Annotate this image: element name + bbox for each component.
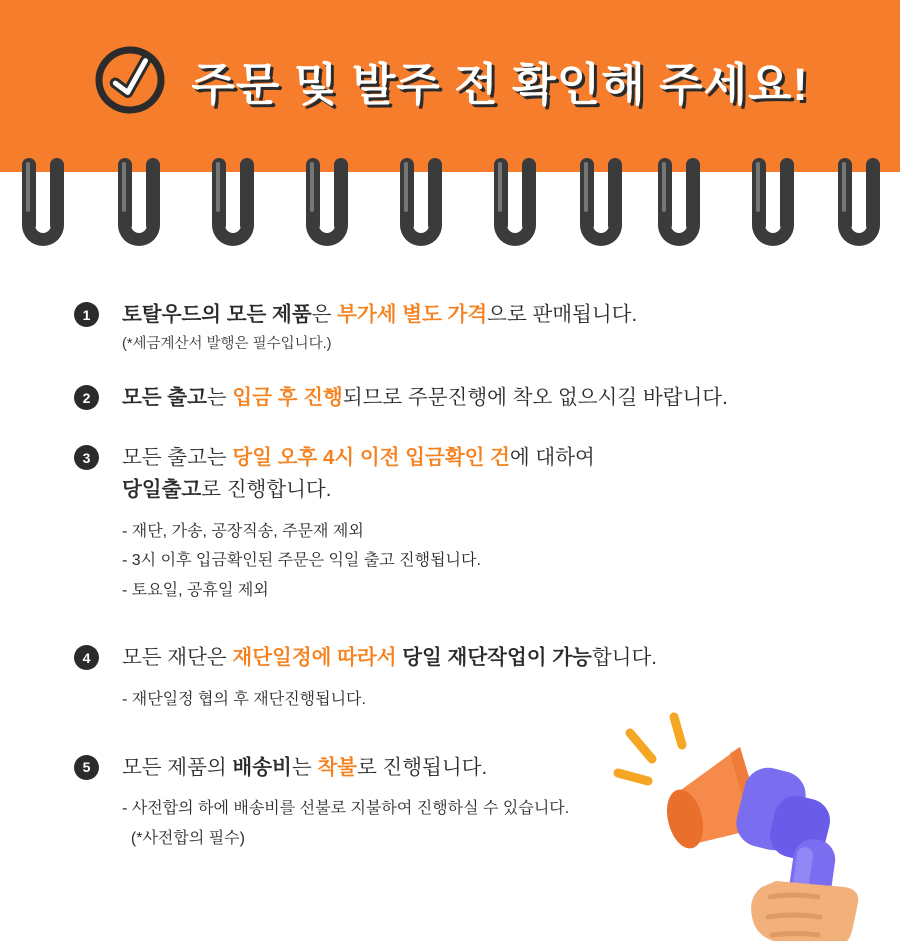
item-number-badge: 1 <box>74 302 99 327</box>
item-text-second-line <box>122 475 860 505</box>
notice-item-4 <box>0 643 900 714</box>
item-text-part: 배송비 <box>232 755 292 779</box>
binding-ring <box>752 158 794 246</box>
item-bullet-list <box>122 685 860 715</box>
check-circle-icon <box>91 41 169 119</box>
item-number-badge: 2 <box>74 385 99 410</box>
item-text-part: 입금 후 진행 <box>232 386 343 410</box>
header-banner <box>0 0 900 172</box>
item-text <box>122 753 860 783</box>
binding-ring <box>838 158 880 246</box>
item-text-part: 합니다. <box>591 646 657 670</box>
item-text-part: 모든 제품의 <box>122 755 233 779</box>
binding-ring <box>658 158 700 246</box>
binding-ring <box>118 158 160 246</box>
binding-ring <box>400 158 442 246</box>
binding-ring <box>22 158 64 246</box>
list-item: - 토요일, 공휴일 제외 <box>122 581 269 599</box>
item-text-part: 당일출고 <box>122 477 202 501</box>
item-text-part: 당일 오후 4시 이전 입금확인 건 <box>232 446 510 470</box>
item-text-part: 으로 판매됩니다. <box>487 303 638 326</box>
item-text-part: 모든 출고 <box>122 386 207 410</box>
notice-item-1 <box>0 300 900 355</box>
item-bullet-list <box>122 517 860 606</box>
list-item: - 재단, 가송, 공장직송, 주문재 제외 <box>122 522 364 540</box>
list-item: (*사전합의 필수) <box>122 830 245 848</box>
list-item: - 3시 이후 입금확인된 주문은 익일 출고 진행됩니다. <box>122 552 481 570</box>
notice-item-3 <box>0 443 900 605</box>
header-content <box>91 41 808 119</box>
item-text <box>122 300 860 330</box>
item-text-part: 로 진행합니다. <box>201 477 332 501</box>
notice-item-2 <box>0 383 900 413</box>
binding-ring <box>494 158 536 246</box>
binding-ring <box>306 158 348 246</box>
spiral-binding <box>0 158 900 254</box>
item-number-badge: 4 <box>74 645 99 670</box>
item-text-part: 로 진행됩니다. <box>356 755 488 779</box>
item-text-part: 되므로 주문진행에 착오 없으시길 바랍니다. <box>342 386 728 410</box>
notice-item-5 <box>0 753 900 854</box>
item-text-part: 재단일정에 따라서 <box>232 646 403 670</box>
list-item: - 사전합의 하에 배송비를 선불로 지불하여 진행하실 수 있습니다. <box>122 800 570 818</box>
list-item: - 재단일정 협의 후 재단진행됩니다. <box>122 691 366 709</box>
item-text-part: 은 <box>311 303 338 326</box>
notice-list <box>0 300 900 872</box>
item-note: (*세금계산서 발행은 필수입니다.) <box>122 335 332 352</box>
item-text <box>122 383 860 413</box>
binding-ring <box>580 158 622 246</box>
item-text-part: 는 <box>291 755 318 779</box>
item-text <box>122 443 860 473</box>
item-number-badge: 5 <box>74 755 99 780</box>
item-text-part: 부가세 별도 가격 <box>337 303 488 326</box>
item-bullet-list <box>122 794 860 853</box>
item-text-part: 는 <box>206 386 233 410</box>
item-text-part: 착불 <box>317 755 357 779</box>
item-text-part: 토탈우드의 모든 제품 <box>122 303 312 326</box>
item-text <box>122 643 860 673</box>
item-text-part: 모든 출고는 <box>122 446 233 470</box>
item-number-badge: 3 <box>74 445 99 470</box>
page-title: 주문 및 발주 전 확인해 주세요! <box>191 58 809 110</box>
item-text-part: 모든 재단은 <box>122 646 233 670</box>
item-text-part: 당일 재단작업이 가능 <box>402 646 592 670</box>
binding-ring <box>212 158 254 246</box>
item-text-part: 에 대하여 <box>509 446 595 470</box>
